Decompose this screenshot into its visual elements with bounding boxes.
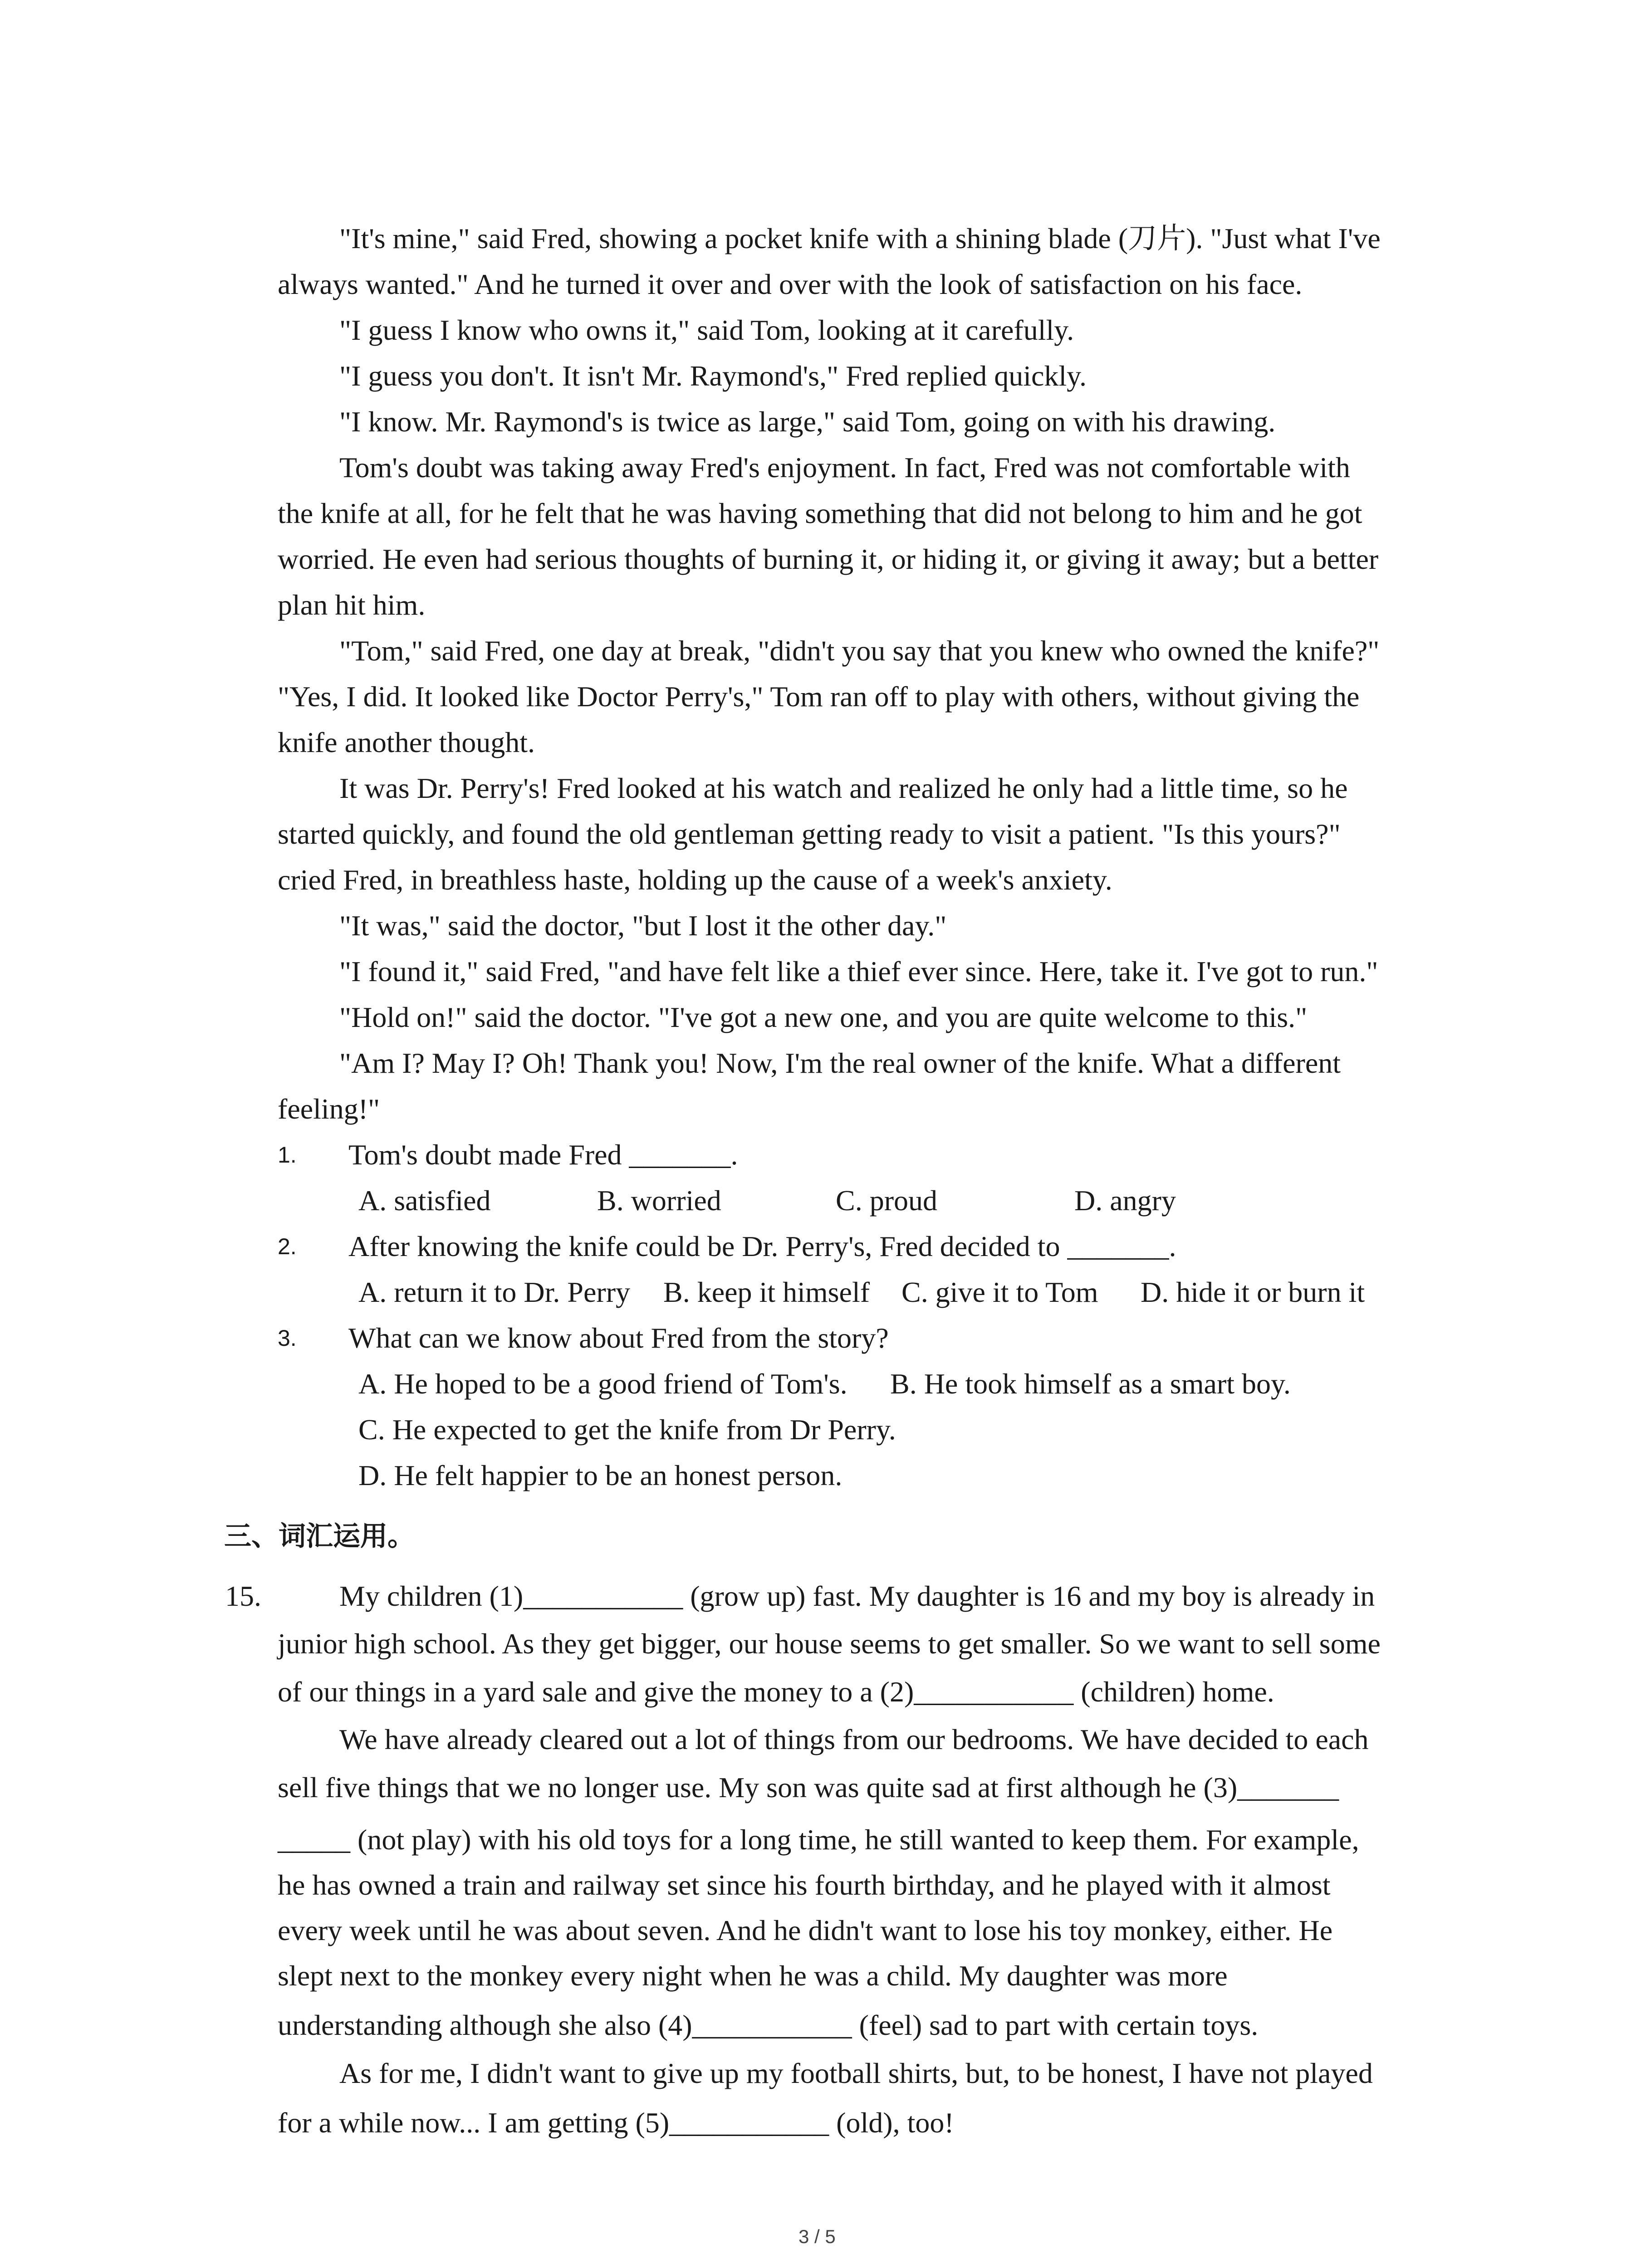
passage-line: My children (1)___________ (grow up) fast. My daughter is 16 and my boy is already in xyxy=(339,1580,1375,1612)
question-number: 1. xyxy=(278,1142,297,1168)
answer-option: C. proud xyxy=(836,1184,937,1217)
answer-option: B. He took himself as a smart boy. xyxy=(890,1368,1291,1400)
question-stem: What can we know about Fred from the story? xyxy=(348,1322,889,1354)
section-heading: 三、词汇运用。 xyxy=(224,1520,415,1552)
passage-line: "It's mine," said Fred, showing a pocket knife with a shining blade (刀片). "Just what I've xyxy=(339,222,1381,254)
passage-line: knife another thought. xyxy=(278,726,535,758)
passage-line: every week until he was about seven. And he didn't want to lose his toy monkey, either. He xyxy=(278,1914,1333,1946)
question-stem: Tom's doubt made Fred _______. xyxy=(348,1139,738,1171)
answer-option: C. He expected to get the knife from Dr Perry. xyxy=(358,1413,896,1446)
passage-line: Tom's doubt was taking away Fred's enjoyment. In fact, Fred was not comfortable with xyxy=(339,451,1350,484)
passage-line: "It was," said the doctor, "but I lost it the other day." xyxy=(339,909,947,942)
question-number: 15. xyxy=(225,1580,261,1612)
answer-option: D. angry xyxy=(1074,1184,1176,1217)
passage-line: plan hit him. xyxy=(278,589,426,621)
question-number: 3. xyxy=(278,1325,297,1351)
passage-line: "Hold on!" said the doctor. "I've got a new one, and you are quite welcome to this." xyxy=(339,1001,1308,1033)
answer-option: C. give it to Tom xyxy=(901,1276,1098,1308)
question-number: 2. xyxy=(278,1234,297,1259)
passage-line: he has owned a train and railway set since his fourth birthday, and he played with it almost xyxy=(278,1869,1331,1901)
passage-line: "Am I? May I? Oh! Thank you! Now, I'm the real owner of the knife. What a different xyxy=(339,1047,1341,1079)
passage-line: understanding although she also (4)___________ (feel) sad to part with certain toys. xyxy=(278,2009,1259,2041)
passage-line: "Tom," said Fred, one day at break, "didn't you say that you knew who owned the knife?" xyxy=(339,635,1380,667)
passage-line: "I guess I know who owns it," said Tom, looking at it carefully. xyxy=(339,314,1074,346)
answer-option: A. return it to Dr. Perry xyxy=(358,1276,630,1308)
passage-line: worried. He even had serious thoughts of burning it, or hiding it, or giving it away; but a better xyxy=(278,543,1379,575)
question-stem: After knowing the knife could be Dr. Perry's, Fred decided to _______. xyxy=(348,1230,1176,1262)
answer-option: D. He felt happier to be an honest person. xyxy=(358,1459,843,1491)
passage-line: As for me, I didn't want to give up my football shirts, but, to be honest, I have not played xyxy=(339,2057,1373,2089)
answer-option: A. He hoped to be a good friend of Tom's. xyxy=(358,1368,847,1400)
passage-line: "I know. Mr. Raymond's is twice as large," said Tom, going on with his drawing. xyxy=(339,406,1276,438)
passage-line: of our things in a yard sale and give the money to a (2)___________ (children) home. xyxy=(278,1676,1274,1708)
passage-line: "I found it," said Fred, "and have felt like a thief ever since. Here, take it. I've got to run." xyxy=(339,955,1378,987)
passage-line: always wanted." And he turned it over and over with the look of satisfaction on his face. xyxy=(278,268,1303,300)
passage-line: feeling!" xyxy=(278,1093,380,1125)
passage-line: junior high school. As they get bigger, our house seems to get smaller. So we want to sell some xyxy=(278,1628,1381,1660)
answer-option: B. worried xyxy=(597,1184,721,1217)
answer-option: D. hide it or burn it xyxy=(1141,1276,1365,1308)
passage-line: for a while now... I am getting (5)___________ (old), too! xyxy=(278,2107,954,2139)
answer-option: A. satisfied xyxy=(358,1184,491,1217)
passage-line: slept next to the monkey every night when he was a child. My daughter was more xyxy=(278,1960,1228,1992)
page-number: 3 / 5 xyxy=(798,2226,836,2247)
passage-line: It was Dr. Perry's! Fred looked at his watch and realized he only had a little time, so he xyxy=(339,772,1348,804)
passage-line: _____ (not play) with his old toys for a long time, he still wanted to keep them. For example, xyxy=(278,1823,1359,1856)
passage-line: started quickly, and found the old gentleman getting ready to visit a patient. "Is this yours?" xyxy=(278,818,1341,850)
passage-line: the knife at all, for he felt that he was having something that did not belong to him and he got xyxy=(278,497,1362,529)
passage-line: We have already cleared out a lot of things from our bedrooms. We have decided to each xyxy=(339,1723,1369,1755)
passage-line: "I guess you don't. It isn't Mr. Raymond's," Fred replied quickly. xyxy=(339,360,1087,392)
passage-line: "Yes, I did. It looked like Doctor Perry's," Tom ran off to play with others, without giving the xyxy=(278,680,1360,713)
answer-option: B. keep it himself xyxy=(663,1276,870,1308)
passage-line: cried Fred, in breathless haste, holding up the cause of a week's anxiety. xyxy=(278,864,1112,896)
passage-line: sell five things that we no longer use. My son was quite sad at first although he (3)_______ xyxy=(278,1771,1339,1804)
